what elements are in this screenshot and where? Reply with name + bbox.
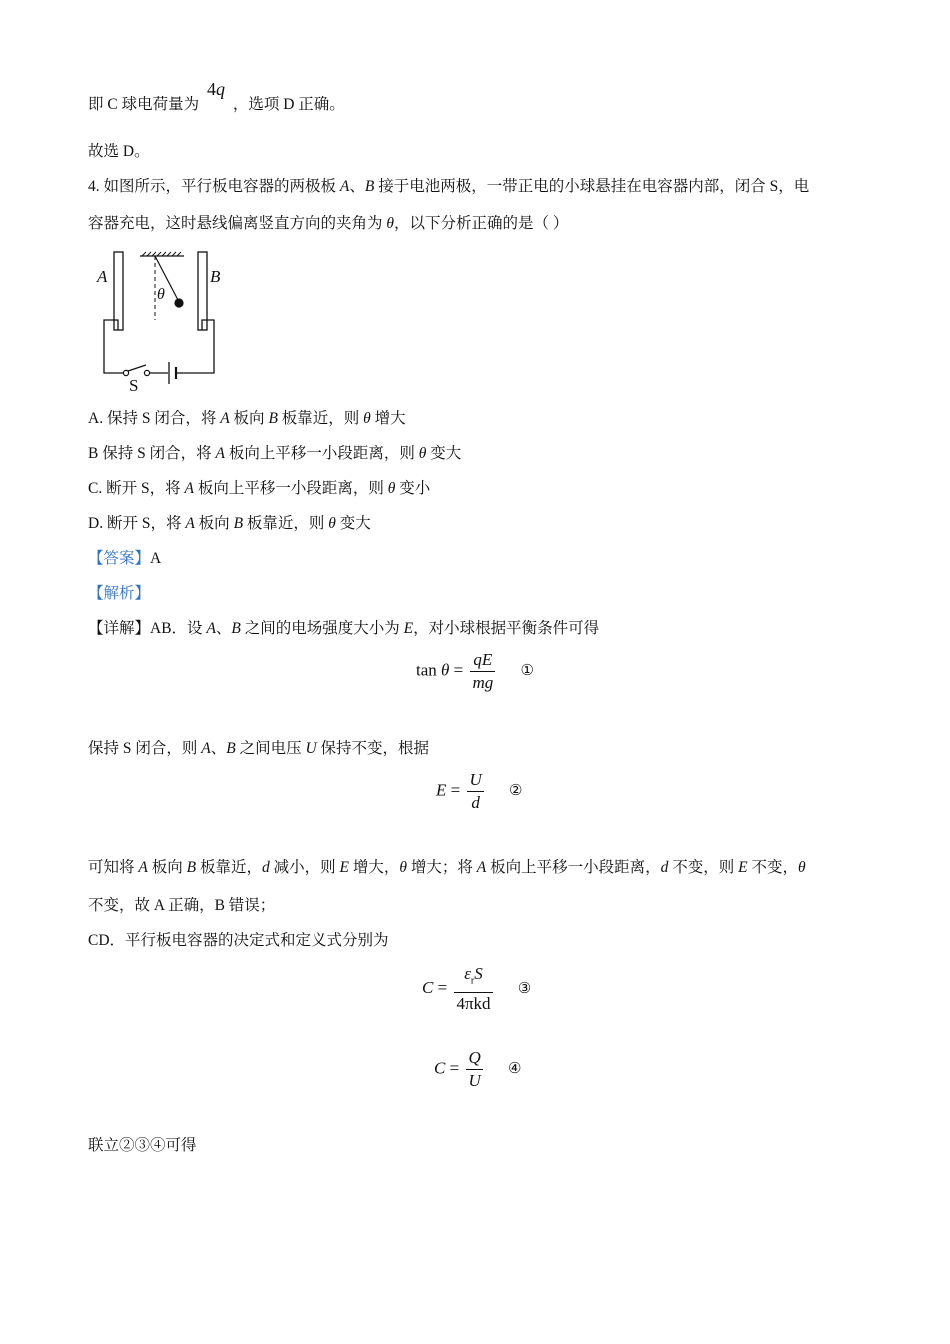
- plate-a: [114, 252, 123, 330]
- text-line-2: 故选 D。: [88, 143, 150, 160]
- plate-b: [198, 252, 207, 330]
- paragraph-2: 保持 S 闭合，则 A、B 之间电压 U 保持不变，根据: [88, 740, 430, 757]
- line1-suffix: ，选项 D 正确。: [232, 96, 345, 113]
- label-a: A: [97, 267, 108, 286]
- question-line-2: 容器充电，这时悬线偏离竖直方向的夹角为 θ，以下分析正确的是（ ）: [88, 215, 569, 232]
- capacitor-diagram: [92, 248, 232, 396]
- paragraph-4: CD．平行板电容器的决定式和定义式分别为: [88, 932, 389, 949]
- paragraph-3-line-1: 可知将 A 板向 B 板靠近，d 减小，则 E 增大，θ 增大；将 A 板向上平移一小段距离，d 不变，则 E 不变，θ: [88, 859, 806, 876]
- option-b: B 保持 S 闭合，将 A 板向上平移一小段距离，则 θ 变大: [88, 445, 462, 462]
- label-theta: θ: [157, 286, 165, 303]
- line1-math: 4q: [206, 79, 225, 99]
- equation-4: C = $\frac{Q}{U}$ ④: [434, 1048, 522, 1090]
- option-d: D. 断开 S，将 A 板向 B 板靠近，则 θ 变大: [88, 515, 371, 532]
- label-s: S: [129, 376, 139, 395]
- equation-1: tan θ = $\frac{qE}{mg}$ ①: [416, 650, 534, 692]
- equation-2: E = $\frac{U}{d}$ ②: [436, 770, 523, 812]
- paragraph-5: 联立②③④可得: [88, 1137, 197, 1154]
- question-line-1: 4. 如图所示，平行板电容器的两极板 A、B 接于电池两极，一带正电的小球悬挂在电容器内部，闭合 S，电: [88, 178, 810, 195]
- charged-ball: [174, 298, 183, 307]
- label-b: B: [210, 267, 221, 286]
- option-a: A. 保持 S 闭合，将 A 板向 B 板靠近，则 θ 增大: [88, 410, 406, 427]
- switch-s: [128, 365, 146, 371]
- analysis-tag: 【解析】: [88, 585, 151, 602]
- option-c: C. 断开 S，将 A 板向上平移一小段距离，则 θ 变小: [88, 480, 431, 497]
- answer-line: [88, 548, 161, 570]
- paragraph-3-line-2: 不变，故 A 正确，B 错误；: [88, 897, 276, 914]
- answer-tag: 【答案】: [88, 550, 151, 567]
- text-line-1: [88, 79, 345, 116]
- detail-line: 【详解】AB．设 A、B 之间的电场强度大小为 E，对小球根据平衡条件可得: [88, 620, 600, 637]
- line1-prefix: 即 C 球电荷量为: [88, 96, 200, 113]
- answer-value: A: [150, 550, 162, 567]
- equation-3: C = $\frac{\varepsilon_rS}{\text{4πkd}}$ ③: [422, 964, 532, 1014]
